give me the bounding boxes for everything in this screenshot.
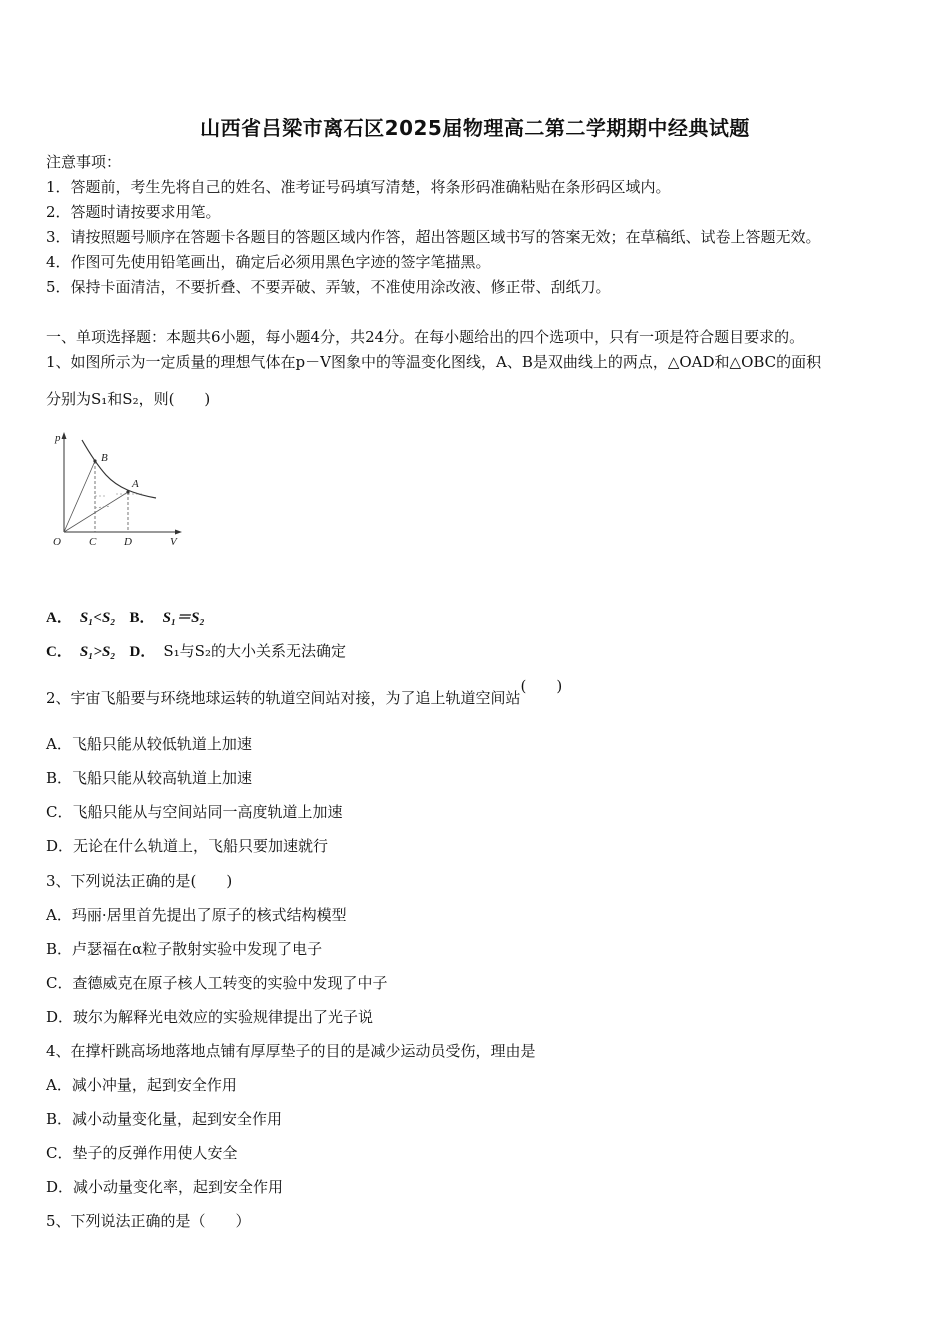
point-label-c: C [89,536,97,548]
pv-diagram [46,428,186,550]
isotherm-curve [82,440,156,498]
q2-option-c: C．飞船只能从与空间站同一高度轨道上加速 [46,803,343,821]
notice-item-2: 2．答题时请按要求用笔。 [46,203,221,221]
q4-option-d: D．减小动量变化率，起到安全作用 [46,1178,284,1196]
q2-option-d: D．无论在什么轨道上，飞船只要加速就行 [46,837,329,855]
section-heading: 一、单项选择题：本题共6小题，每小题4分，共24分。在每小题给出的四个选项中，只有一项是符合题目要求的。 [46,328,805,346]
q4-option-a: A．减小冲量，起到安全作用 [46,1076,237,1094]
notice-item-4: 4．作图可先使用铅笔画出，确定后必须用黑色字迹的签字笔描黑。 [46,253,491,271]
q2-stem-text: 2、宇宙飞船要与环绕地球运转的轨道空间站对接，为了追上轨道空间站 [46,689,521,707]
q1-option-d-text: S₁与S₂的大小关系无法确定 [163,642,346,660]
notice-item-1: 1．答题前，考生先将自己的姓名、准考证号码填写清楚，将条形码准确粘贴在条形码区域内。 [46,178,671,196]
q1-option-c-label: C． [46,644,72,660]
point-label-b: B [101,452,108,464]
q3-option-a: A．玛丽·居里首先提出了原子的核式结构模型 [46,906,347,924]
q1-stem-line1: 1、如图所示为一定质量的理想气体在p－V图象中的等温变化图线，A、B是双曲线上的两点，△OAD和△OBC的面积 [46,353,822,371]
q3-option-d: D．玻尔为解释光电效应的实验规律提出了光子说 [46,1008,374,1026]
axis-label-v: V [170,536,177,548]
origin-label: O [53,536,61,548]
q3-stem: 3、下列说法正确的是( ) [46,872,233,890]
q2-option-a: A．飞船只能从较低轨道上加速 [46,735,252,753]
q1-option-b-text: S₁＝S₂ [162,610,205,626]
q1-option-b-label: B． [129,610,155,626]
point-label-a: A [132,478,139,490]
q5-stem: 5、下列说法正确的是（ ） [46,1212,251,1230]
notice-item-3: 3．请按照题号顺序在答题卡各题目的答题区域内作答，超出答题区域书写的答案无效；在草稿纸、试卷上答题无效。 [46,228,821,246]
q3-option-c: C．查德威克在原子核人工转变的实验中发现了中子 [46,974,388,992]
axis-label-p: p [55,432,61,444]
q4-option-b: B．减小动量变化量，起到安全作用 [46,1110,283,1128]
page-title: 山西省吕梁市离石区2025届物理高二第二学期期中经典试题 [200,116,750,140]
notice-item-5: 5．保持卡面清洁，不要折叠、不要弄破、弄皱，不准使用涂改液、修正带、刮纸刀。 [46,278,611,296]
q2-option-b: B．飞船只能从较高轨道上加速 [46,769,253,787]
q1-option-d-label: D． [129,644,156,660]
q1-option-a-label: A． [46,610,72,626]
q3-option-b: B．卢瑟福在α粒子散射实验中发现了电子 [46,940,323,958]
q2-answer-bracket: ( ) [520,677,563,695]
q1-stem-line2: 分别为S₁和S₂，则( ) [46,390,211,408]
q1-option-c-text: S₁>S₂ [79,644,116,660]
q1-options-row-1 [46,607,205,628]
q1-option-a-text: S₁<S₂ [79,610,116,626]
point-label-d: D [124,536,132,548]
q4-stem: 4、在撑杆跳高场地落地点铺有厚厚垫子的目的是减少运动员受伤，理由是 [46,1042,536,1060]
q1-options-row-2 [46,641,346,662]
q2-stem [46,677,563,708]
notice-heading: 注意事项： [46,153,122,171]
q4-option-c: C．垫子的反弹作用使人安全 [46,1144,238,1162]
